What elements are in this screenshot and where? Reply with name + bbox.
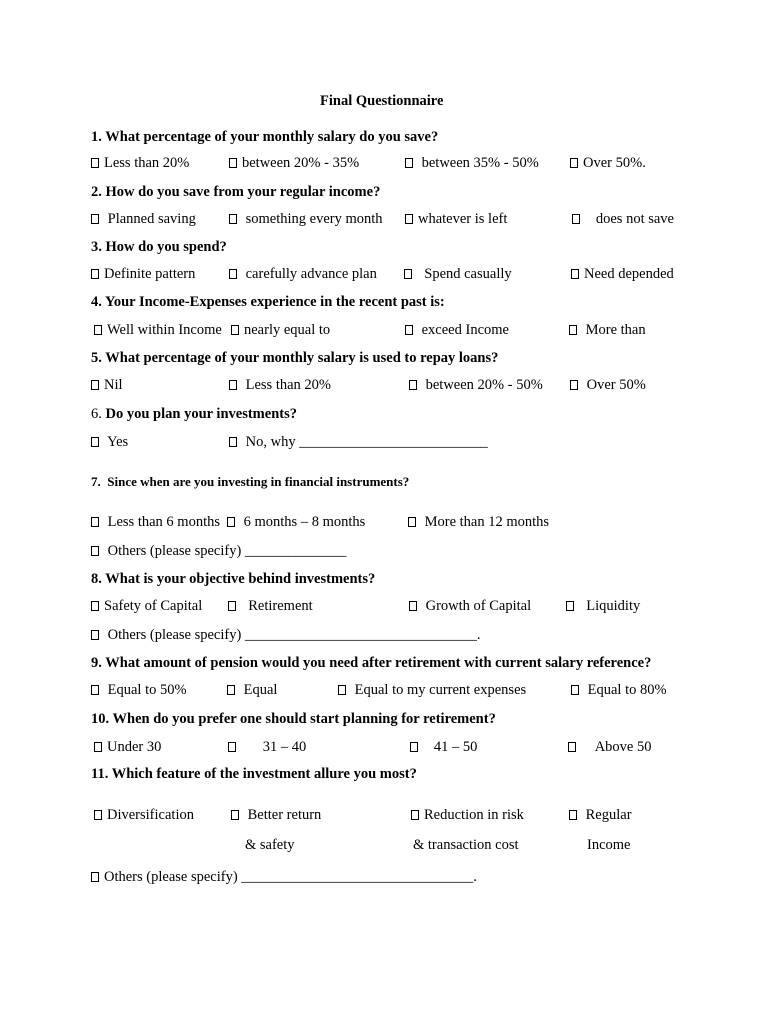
checkbox-icon[interactable]	[94, 325, 102, 335]
option-label: Above 50	[594, 739, 652, 755]
question-text: When do you prefer one should start planning for retirement?	[112, 711, 496, 727]
option-label: 31 – 40	[262, 739, 307, 755]
question-number: 2.	[91, 184, 102, 200]
question-number: 11.	[91, 766, 109, 782]
question-11	[91, 765, 417, 783]
option-checkbox[interactable]	[570, 376, 646, 394]
option-label: does not save	[595, 211, 674, 227]
option-label: Reduction in risk	[424, 807, 524, 823]
option-label: something every month	[245, 211, 383, 227]
option-checkbox[interactable]	[571, 265, 674, 283]
question-number: 9.	[91, 655, 102, 671]
checkbox-icon[interactable]	[569, 325, 577, 335]
option-checkbox[interactable]	[91, 210, 196, 228]
option-checkbox[interactable]	[94, 738, 161, 756]
option-checkbox[interactable]	[404, 265, 512, 283]
option-checkbox[interactable]	[229, 376, 331, 394]
question-7	[91, 473, 409, 491]
option-checkbox[interactable]	[569, 806, 632, 824]
question-number: 4.	[91, 294, 102, 310]
checkbox-icon[interactable]	[405, 325, 413, 335]
option-checkbox[interactable]	[569, 321, 646, 339]
checkbox-icon[interactable]	[91, 380, 99, 390]
others-specify-field[interactable]	[91, 542, 346, 560]
checkbox-icon[interactable]	[570, 158, 578, 168]
option-label: carefully advance plan	[245, 266, 377, 282]
option-checkbox[interactable]	[409, 376, 543, 394]
checkbox-icon[interactable]	[409, 601, 417, 611]
checkbox-icon[interactable]	[227, 517, 235, 527]
option-label: Nil	[104, 377, 123, 393]
question-5	[91, 349, 498, 367]
option-checkbox[interactable]	[91, 376, 123, 394]
checkbox-icon[interactable]	[91, 685, 99, 695]
option-label: Regular	[585, 807, 632, 823]
checkbox-icon[interactable]	[569, 810, 577, 820]
option-label: Need depended	[584, 266, 674, 282]
question-text: What is your objective behind investments?	[105, 571, 376, 587]
option-label: No, why __________________________	[245, 434, 488, 450]
question-10	[91, 710, 496, 728]
option-checkbox[interactable]	[408, 513, 549, 531]
option-label: Safety of Capital	[104, 598, 203, 614]
question-number: 10.	[91, 711, 110, 727]
checkbox-icon[interactable]	[338, 685, 346, 695]
checkbox-icon[interactable]	[91, 214, 99, 224]
option-checkbox[interactable]	[405, 210, 507, 228]
option-checkbox[interactable]	[94, 321, 222, 339]
question-6	[91, 405, 297, 423]
option-checkbox[interactable]	[227, 513, 365, 531]
checkbox-icon[interactable]	[228, 742, 236, 752]
option-label: Retirement	[248, 598, 313, 614]
checkbox-icon[interactable]	[409, 380, 417, 390]
question-text: What percentage of your monthly salary is used to repay loans?	[105, 350, 499, 366]
question-text: Your Income-Expenses experience in the recent past is:	[104, 294, 445, 310]
option-checkbox[interactable]	[405, 321, 509, 339]
option-label: Less than 6 months	[107, 514, 220, 530]
checkbox-icon[interactable]	[229, 214, 237, 224]
option-label: Less than 20%	[245, 377, 331, 393]
checkbox-icon[interactable]	[229, 380, 237, 390]
checkbox-icon[interactable]	[229, 437, 237, 447]
option-checkbox[interactable]	[229, 210, 383, 228]
question-text: What percentage of your monthly salary do you save?	[105, 129, 439, 145]
option-label: 41 – 50	[433, 739, 478, 755]
option-checkbox[interactable]	[231, 321, 330, 339]
checkbox-icon[interactable]	[91, 517, 99, 527]
option-label: Diversification	[107, 807, 194, 823]
option-label: between 20% - 35%	[242, 155, 360, 171]
option-checkbox[interactable]	[229, 265, 377, 283]
page-title: Final Questionnaire	[320, 93, 444, 109]
others-specify-field[interactable]	[91, 868, 477, 886]
checkbox-icon[interactable]	[405, 214, 413, 224]
option-label: More than 12 months	[424, 514, 550, 530]
option-checkbox[interactable]	[231, 806, 321, 824]
option-label: Definite pattern	[104, 266, 196, 282]
option-checkbox[interactable]	[229, 433, 488, 451]
option-label: nearly equal to	[244, 322, 331, 338]
option-label: exceed Income	[421, 322, 509, 338]
option-checkbox[interactable]	[409, 597, 531, 615]
checkbox-icon[interactable]	[571, 269, 579, 279]
option-checkbox[interactable]	[338, 681, 526, 699]
checkbox-icon[interactable]	[229, 158, 237, 168]
question-text: Since when are you investing in financial instruments?	[107, 474, 410, 489]
checkbox-icon[interactable]	[570, 380, 578, 390]
question-number: 3.	[91, 239, 102, 255]
option-checkbox[interactable]	[571, 681, 667, 699]
option-checkbox[interactable]	[411, 806, 524, 824]
checkbox-icon[interactable]	[91, 158, 99, 168]
option-label: Others (please specify) ______________	[107, 543, 347, 559]
checkbox-icon[interactable]	[405, 158, 413, 168]
option-label: between 20% - 50%	[425, 377, 543, 393]
checkbox-icon[interactable]	[231, 810, 239, 820]
option-checkbox[interactable]	[572, 210, 674, 228]
checkbox-icon[interactable]	[91, 630, 99, 640]
checkbox-icon[interactable]	[91, 872, 99, 882]
option-label: Less than 20%	[104, 155, 190, 171]
checkbox-icon[interactable]	[91, 601, 99, 611]
question-number: 5.	[91, 350, 102, 366]
option-label: Better return	[247, 807, 322, 823]
option-label-continuation: & transaction cost	[413, 837, 519, 853]
option-checkbox[interactable]	[227, 681, 277, 699]
option-label: Others (please specify) ________________________________.	[104, 869, 477, 885]
option-checkbox[interactable]	[405, 154, 539, 172]
question-number: 7.	[91, 474, 101, 489]
question-text: Which feature of the investment allure you most?	[111, 766, 417, 782]
checkbox-icon[interactable]	[404, 269, 412, 279]
option-label: Others (please specify) ________________________________.	[107, 627, 481, 643]
option-checkbox[interactable]	[91, 154, 189, 172]
question-text: What amount of pension would you need after retirement with current salary reference?	[105, 655, 652, 671]
option-checkbox[interactable]	[91, 513, 220, 531]
checkbox-icon[interactable]	[572, 214, 580, 224]
checkbox-icon[interactable]	[408, 517, 416, 527]
checkbox-icon[interactable]	[411, 810, 419, 820]
question-2	[91, 183, 380, 201]
option-label: Liquidity	[586, 598, 641, 614]
checkbox-icon[interactable]	[229, 269, 237, 279]
question-8	[91, 570, 375, 588]
question-text: How do you spend?	[105, 239, 227, 255]
others-specify-field[interactable]	[91, 626, 481, 644]
checkbox-icon[interactable]	[231, 325, 239, 335]
checkbox-icon[interactable]	[94, 810, 102, 820]
checkbox-icon[interactable]	[91, 269, 99, 279]
checkbox-icon[interactable]	[410, 742, 418, 752]
option-checkbox[interactable]	[94, 806, 194, 824]
checkbox-icon[interactable]	[571, 685, 579, 695]
option-checkbox[interactable]	[91, 433, 128, 451]
question-4	[91, 293, 445, 311]
option-checkbox[interactable]	[91, 597, 202, 615]
checkbox-icon[interactable]	[566, 601, 574, 611]
checkbox-icon[interactable]	[94, 742, 102, 752]
question-1	[91, 128, 438, 146]
option-label: Under 30	[107, 739, 162, 755]
question-number: 8.	[91, 571, 102, 587]
question-number: 6.	[91, 406, 102, 422]
checkbox-icon[interactable]	[227, 685, 235, 695]
checkbox-icon[interactable]	[91, 546, 99, 556]
option-label: Equal to 80%	[587, 682, 667, 698]
option-label: Over 50%	[586, 377, 646, 393]
option-label: Equal to 50%	[107, 682, 187, 698]
option-checkbox[interactable]	[568, 738, 652, 756]
option-label: Spend casually	[424, 266, 512, 282]
option-checkbox[interactable]	[570, 154, 646, 172]
option-label-continuation: & safety	[245, 837, 295, 853]
option-label: between 35% - 50%	[421, 155, 539, 171]
question-9	[91, 654, 651, 672]
option-checkbox[interactable]	[91, 681, 187, 699]
option-label: Well within Income	[107, 322, 222, 338]
question-text: Do you plan your investments?	[105, 406, 297, 422]
question-text: How do you save from your regular income?	[105, 184, 381, 200]
checkbox-icon[interactable]	[91, 437, 99, 447]
option-checkbox[interactable]	[229, 154, 359, 172]
option-label: Yes	[107, 434, 129, 450]
question-3	[91, 238, 227, 256]
option-checkbox[interactable]	[228, 738, 306, 756]
option-label: Planned saving	[107, 211, 196, 227]
option-checkbox[interactable]	[228, 597, 313, 615]
option-label: 6 months – 8 months	[243, 514, 366, 530]
option-label: whatever is left	[418, 211, 508, 227]
option-label: Growth of Capital	[425, 598, 532, 614]
option-label: Equal to my current expenses	[354, 682, 527, 698]
option-label: More than	[585, 322, 646, 338]
option-checkbox[interactable]	[91, 265, 195, 283]
option-checkbox[interactable]	[410, 738, 477, 756]
checkbox-icon[interactable]	[568, 742, 576, 752]
option-label: Over 50%.	[583, 155, 646, 171]
checkbox-icon[interactable]	[228, 601, 236, 611]
question-number: 1.	[91, 129, 102, 145]
option-label: Equal	[243, 682, 278, 698]
option-checkbox[interactable]	[566, 597, 640, 615]
option-label-continuation: Income	[587, 837, 631, 853]
